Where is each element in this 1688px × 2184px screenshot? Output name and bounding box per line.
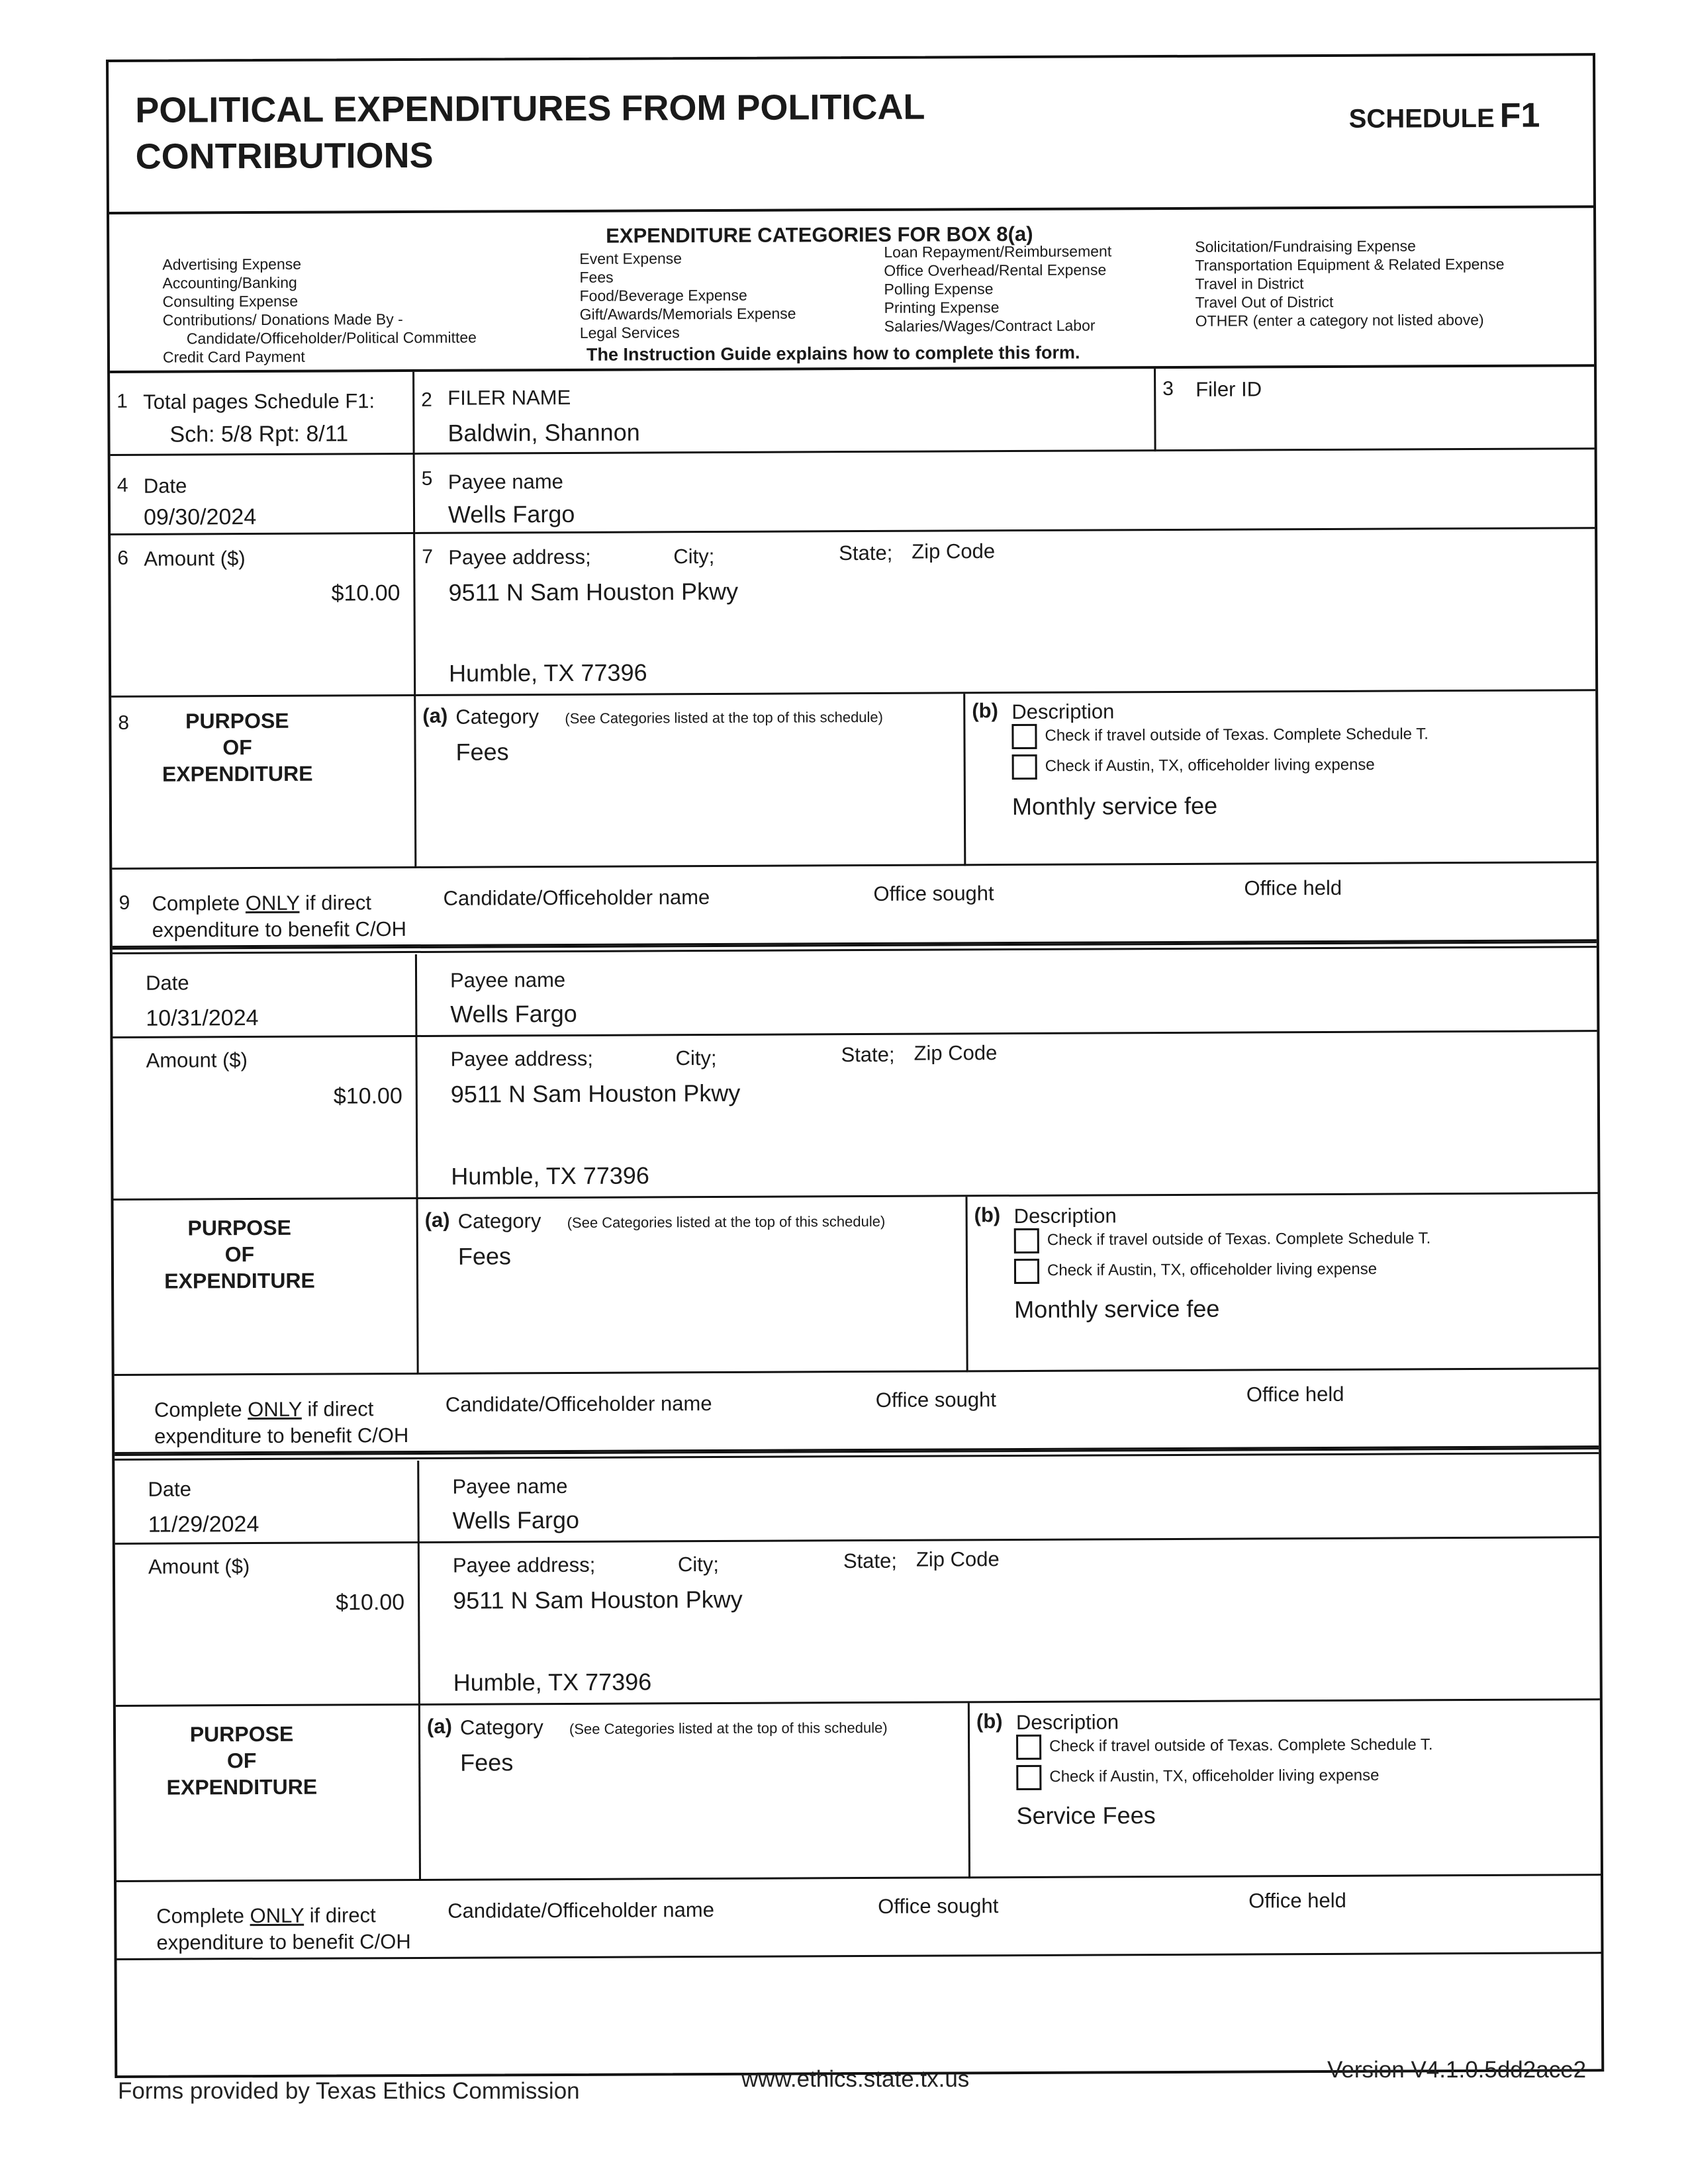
instruction-note: The Instruction Guide explains how to complete this form.: [586, 342, 1080, 365]
amount-label: Amount ($): [148, 1555, 250, 1578]
category-item: Food/Beverage Expense: [579, 286, 747, 304]
only-word: ONLY: [250, 1903, 305, 1928]
address-line-2: Humble, TX 77396: [451, 1161, 649, 1190]
travel-checkbox-label: Check if travel outside of Texas. Complete Schedule T.: [1045, 725, 1429, 745]
payee-address-cell: [420, 1538, 1600, 1706]
purpose-line: PURPOSE: [189, 1721, 294, 1747]
city-label: City;: [675, 1046, 717, 1070]
purpose-line: OF: [224, 1242, 255, 1267]
payee-address-cell: [417, 1032, 1597, 1199]
office-sought-label: Office sought: [875, 1388, 997, 1412]
category-item: Consulting Expense: [162, 292, 299, 310]
purpose-label: [138, 707, 337, 787]
field-number: 1: [117, 390, 128, 412]
state-label: State;: [841, 1042, 895, 1067]
candidate-name-label: Candidate/Officeholder name: [445, 1392, 712, 1416]
category-item: Credit Card Payment: [162, 347, 305, 366]
description-label: Description: [1015, 1710, 1119, 1735]
purpose-line: OF: [222, 735, 252, 760]
payee-address-label: Payee address;: [448, 545, 591, 569]
city-label: City;: [677, 1552, 720, 1576]
travel-checkbox-label: Check if travel outside of Texas. Complete Schedule T.: [1049, 1735, 1433, 1756]
footer-version: Version V4.1.0.5dd2ace2: [1327, 2057, 1587, 2083]
footer-website: www.ethics.state.tx.us: [741, 2066, 970, 2092]
field-number: 2: [421, 388, 433, 411]
description-cell: [965, 691, 1596, 866]
category-item: Candidate/Officeholder/Political Committee: [186, 328, 477, 347]
complete-word: Complete: [154, 1398, 242, 1422]
category-note: (See Categories listed at the top of this schedule): [565, 708, 884, 727]
austin-checkbox-row[interactable]: [1016, 1764, 1379, 1790]
total-pages-value: Sch: 5/8 Rpt: 8/11: [169, 421, 349, 447]
payee-address-cell: [415, 529, 1595, 696]
austin-checkbox[interactable]: [1016, 1765, 1041, 1790]
payee-name-label: Payee name: [452, 1474, 568, 1498]
purpose-line: OF: [226, 1749, 257, 1773]
date-value: 10/31/2024: [146, 1005, 259, 1031]
payee-address-label: Payee address;: [452, 1553, 596, 1577]
category-item: Travel Out of District: [1195, 293, 1334, 311]
description-label: Description: [1013, 1204, 1117, 1228]
amount-value: $10.00: [333, 1083, 402, 1109]
total-pages-label: Total pages Schedule F1:: [143, 389, 375, 414]
state-label: State;: [839, 541, 893, 565]
field-number: 9: [118, 891, 130, 914]
purpose-line: EXPENDITURE: [166, 1774, 318, 1799]
purpose-label: [142, 1720, 342, 1800]
only-word: ONLY: [248, 1397, 302, 1422]
category-item: OTHER (enter a category not listed above): [1195, 310, 1484, 330]
travel-checkbox[interactable]: [1014, 1228, 1039, 1253]
office-held-label: Office held: [1248, 1888, 1346, 1913]
address-line-1: 9511 N Sam Houston Pkwy: [453, 1585, 743, 1614]
address-line-2: Humble, TX 77396: [453, 1668, 652, 1696]
category-cell: [420, 1703, 970, 1881]
description-b-marker: (b): [972, 699, 998, 723]
category-cell: [416, 694, 966, 868]
purpose-cell: [114, 1199, 419, 1376]
payee-name-label: Payee name: [447, 469, 563, 494]
category-item: Printing Expense: [884, 298, 1000, 316]
purpose-cell: [111, 696, 416, 870]
description-value: Monthly service fee: [1014, 1295, 1220, 1324]
date-cell: [115, 1461, 420, 1545]
category-item: Salaries/Wages/Contract Labor: [884, 316, 1096, 335]
categories-col-1: [162, 254, 477, 367]
state-label: State;: [843, 1549, 897, 1573]
categories-col-3: [884, 242, 1112, 335]
date-value: 11/29/2024: [148, 1512, 259, 1537]
zip-label: Zip Code: [915, 1547, 1000, 1571]
complete-word: Complete: [152, 891, 240, 915]
category-item: Event Expense: [579, 250, 682, 267]
benefit-coh-label: expenditure to benefit C/OH: [156, 1930, 411, 1954]
schedule-word: SCHEDULE: [1348, 103, 1495, 134]
coh-row: [117, 1876, 1601, 1960]
amount-label: Amount ($): [146, 1048, 248, 1072]
description-b-marker: (b): [974, 1203, 1001, 1227]
description-label: Description: [1011, 700, 1115, 724]
category-label: Category: [457, 1209, 541, 1233]
category-item: Fees: [579, 268, 614, 286]
schedule-code: F1: [1499, 96, 1540, 135]
payee-name-cell: [417, 949, 1597, 1037]
category-note: (See Categories listed at the top of this schedule): [569, 1719, 888, 1737]
coh-row: [115, 1369, 1599, 1454]
total-pages-cell: [110, 372, 415, 456]
field-number: 6: [117, 547, 129, 569]
travel-checkbox-row[interactable]: [1014, 1226, 1431, 1253]
categories-heading: EXPENDITURE CATEGORIES FOR BOX 8(a): [606, 222, 1033, 248]
complete-only-label: [152, 891, 371, 915]
category-value: Fees: [455, 738, 509, 766]
amount-cell: [115, 1543, 420, 1707]
city-label: City;: [673, 544, 715, 569]
categories-col-2: [579, 248, 796, 341]
field-number: 4: [117, 474, 128, 496]
travel-checkbox-label: Check if travel outside of Texas. Complete Schedule T.: [1047, 1229, 1431, 1250]
amount-cell: [111, 534, 416, 698]
payee-name-cell: [419, 1455, 1599, 1543]
office-sought-label: Office sought: [873, 882, 994, 905]
travel-checkbox-row[interactable]: [1011, 722, 1429, 749]
purpose-line: EXPENDITURE: [164, 1268, 315, 1293]
category-value: Fees: [457, 1242, 512, 1270]
purpose-label: [140, 1214, 340, 1294]
date-label: Date: [146, 971, 189, 995]
austin-checkbox-row[interactable]: [1014, 1257, 1377, 1284]
date-cell: [111, 455, 416, 535]
travel-checkbox[interactable]: [1016, 1735, 1041, 1760]
if-direct-word: if direct: [307, 1397, 374, 1421]
amount-value: $10.00: [336, 1590, 405, 1615]
category-item: Gift/Awards/Memorials Expense: [579, 304, 796, 323]
amount-value: $10.00: [331, 580, 400, 606]
field-number: 5: [421, 467, 433, 490]
description-cell: [970, 1700, 1601, 1878]
office-sought-label: Office sought: [878, 1894, 999, 1918]
complete-only-label: [156, 1903, 376, 1928]
category-item: Legal Services: [579, 324, 680, 341]
amount-label: Amount ($): [144, 547, 246, 570]
austin-checkbox-label: Check if Austin, TX, officeholder living expense: [1045, 755, 1375, 776]
zip-label: Zip Code: [914, 1041, 998, 1065]
category-item: Accounting/Banking: [162, 273, 297, 292]
austin-checkbox[interactable]: [1014, 1259, 1039, 1284]
category-a-marker: (a): [424, 1208, 450, 1232]
austin-checkbox-label: Check if Austin, TX, officeholder living expense: [1049, 1766, 1380, 1786]
payee-name-label: Payee name: [449, 968, 566, 992]
filer-name-cell: [414, 369, 1156, 455]
filer-name-label: FILER NAME: [447, 385, 571, 410]
category-item: Advertising Expense: [162, 255, 302, 273]
complete-only-label: [154, 1397, 374, 1422]
schedule-label: [1349, 96, 1540, 136]
description-value: Service Fees: [1016, 1801, 1156, 1830]
footer-provider: Forms provided by Texas Ethics Commission: [118, 2078, 580, 2104]
date-value: 09/30/2024: [143, 504, 257, 530]
purpose-line: PURPOSE: [187, 1215, 292, 1240]
category-item: Solicitation/Fundraising Expense: [1195, 237, 1417, 255]
category-item: Transportation Equipment & Related Expense: [1195, 255, 1505, 274]
filer-id-cell: [1156, 367, 1595, 451]
category-cell: [418, 1197, 968, 1375]
form-title: POLITICAL EXPENDITURES FROM POLITICAL CONTRIBUTIONS: [135, 87, 925, 177]
purpose-line: EXPENDITURE: [162, 761, 313, 786]
purpose-cell: [116, 1706, 421, 1882]
amount-cell: [113, 1037, 418, 1201]
description-cell: [968, 1194, 1599, 1372]
category-a-marker: (a): [426, 1714, 452, 1738]
category-label: Category: [459, 1715, 543, 1739]
category-note: (See Categories listed at the top of this schedule): [567, 1212, 886, 1231]
category-label: Category: [455, 705, 539, 729]
payee-name-cell: [415, 449, 1595, 534]
if-direct-word: if direct: [309, 1903, 376, 1927]
office-held-label: Office held: [1244, 876, 1342, 900]
category-value: Fees: [460, 1749, 514, 1776]
date-label: Date: [143, 474, 187, 498]
title-box: [109, 56, 1593, 214]
filer-id-label: Filer ID: [1196, 377, 1262, 401]
payee-name-value: Wells Fargo: [450, 999, 577, 1028]
address-line-1: 9511 N Sam Houston Pkwy: [448, 577, 739, 606]
categories-col-4: [1195, 236, 1505, 330]
field-number: 7: [422, 545, 434, 568]
form-page: [106, 53, 1604, 2078]
complete-word: Complete: [156, 1904, 245, 1928]
office-held-label: Office held: [1246, 1382, 1344, 1406]
purpose-line: PURPOSE: [185, 708, 289, 733]
austin-checkbox[interactable]: [1012, 754, 1037, 780]
category-item: Polling Expense: [884, 280, 994, 298]
payee-address-label: Payee address;: [450, 1046, 594, 1071]
payee-name-value: Wells Fargo: [452, 1506, 580, 1534]
address-line-2: Humble, TX 77396: [448, 659, 647, 687]
expenditure-categories: [109, 208, 1594, 373]
only-word: ONLY: [245, 891, 300, 915]
field-number: 8: [118, 711, 130, 734]
travel-checkbox-row[interactable]: [1016, 1733, 1433, 1760]
candidate-name-label: Candidate/Officeholder name: [447, 1898, 714, 1923]
travel-checkbox[interactable]: [1011, 724, 1037, 749]
benefit-coh-label: expenditure to benefit C/OH: [154, 1424, 409, 1448]
benefit-coh-label: expenditure to benefit C/OH: [152, 917, 407, 942]
description-value: Monthly service fee: [1011, 792, 1218, 821]
category-item: Office Overhead/Rental Expense: [884, 261, 1107, 279]
category-item: Contributions/ Donations Made By -: [162, 310, 403, 329]
filer-name-value: Baldwin, Shannon: [447, 418, 640, 447]
category-item: Loan Repayment/Reimbursement: [884, 242, 1112, 261]
category-item: Travel in District: [1195, 275, 1304, 293]
address-line-1: 9511 N Sam Houston Pkwy: [450, 1079, 741, 1108]
austin-checkbox-row[interactable]: [1012, 753, 1375, 780]
coh-row: [112, 863, 1596, 948]
payee-name-value: Wells Fargo: [447, 500, 575, 528]
austin-checkbox-label: Check if Austin, TX, officeholder living expense: [1047, 1259, 1378, 1280]
candidate-name-label: Candidate/Officeholder name: [443, 886, 710, 910]
category-a-marker: (a): [422, 704, 448, 727]
date-label: Date: [148, 1477, 191, 1501]
description-b-marker: (b): [976, 1709, 1003, 1733]
date-cell: [113, 954, 418, 1038]
zip-label: Zip Code: [912, 539, 996, 563]
field-number: 3: [1162, 377, 1174, 400]
if-direct-word: if direct: [305, 891, 372, 915]
